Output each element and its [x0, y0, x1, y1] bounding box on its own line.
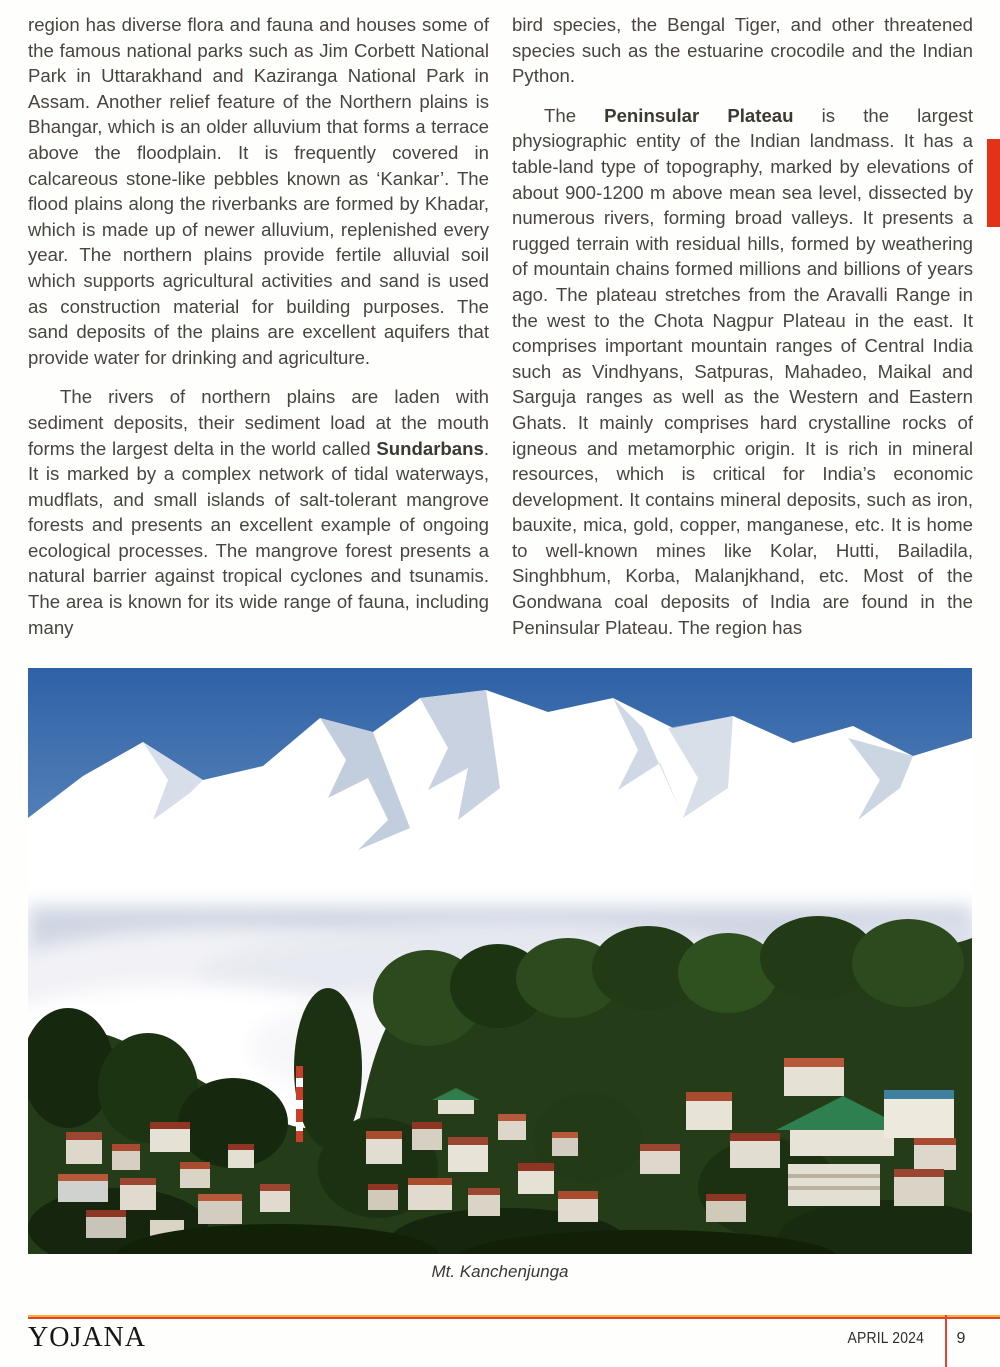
page-number: 9: [956, 1330, 966, 1347]
kanchenjunga-photo: [28, 668, 972, 1254]
page-edge-tab: [987, 139, 1000, 227]
article-paragraph: [28, 12, 489, 370]
footer-divider: [945, 1315, 947, 1367]
paragraph-text: The rivers of northern plains are laden with sediment deposits, their sediment load at the mouth forms the largest delta in the world called: [28, 386, 489, 459]
article-paragraph: [28, 384, 489, 640]
paragraph-text: bird species, the Bengal Tiger, and other threatened species such as the estuarine crocodile and the Indian Python.: [512, 14, 973, 87]
bold-term: Peninsular Plateau: [604, 104, 794, 126]
photo-caption: Mt. Kanchenjunga: [431, 1262, 569, 1281]
paragraph-text: region has diverse flora and fauna and houses some of the famous national parks such as Jim Corbett National Park in Uttarakhand and Kaziranga National Park in Assam. Another relief feature of the Northern plains is Bhangar, which is an older alluvium that forms a terrace above the floodplain. It is frequently covered in calcareous stone-like pebbles known as ‘Kankar’. The flood plains along the riverbanks are formed by Khadar, which is made up of newer alluvium, replenished every year. The northern plains provide fertile alluvial soil which supports agricultural activities and sand is used as construction material for building purposes. The sand deposits of the plains are excellent aquifers that provide water for drinking and agriculture.: [28, 14, 489, 368]
paragraph-text: is the largest physiographic entity of the Indian landmass. It has a table-land type of topography, marked by elevations of about 900-1200 m above mean sea level, dissected by numerous rivers, forming broad valleys. It presents a rugged terrain with residual hills, formed by weathering of mountain chains formed millions and billions of years ago. The plateau stretches from the Aravalli Range in the west to the Chota Nagpur Plateau in the east. It comprises important mountain ranges of Central India such as Vindhyans, Satpuras, Mahadeo, Maikal and Sarguja ranges as well as the Western and Eastern Ghats. It mainly comprises hard crystalline rocks of igneous and metamorphic origin. It is rich in mineral resources, which is critical for India’s economic development. It contains mineral deposits, such as iron, bauxite, mica, gold, copper, manganese, etc. It is home to well-known mines like Kolar, Hutti, Bailadila, Singhbhum, Korba, Malanjkhand, etc. Most of the Gondwana coal deposits of India are found in the Peninsular Plateau. The region has: [512, 104, 973, 638]
footer-rule: [28, 1315, 1000, 1319]
magazine-title: YOJANA: [28, 1322, 146, 1353]
article-paragraph: [512, 103, 973, 640]
article-paragraph: [512, 12, 973, 89]
bold-term: Sundarbans: [376, 437, 484, 459]
issue-date: APRIL 2024: [847, 1330, 924, 1347]
paragraph-text: . It is marked by a complex network of tidal waterways, mudflats, and small islands of salt-tolerant mangrove forests and presents an excellent example of ongoing ecological processes. The mangrove forest presents a natural barrier against tropical cyclones and tsunamis. The area is known for its wide range of fauna, including many: [28, 437, 489, 638]
right-column: [512, 12, 973, 640]
left-column: [28, 12, 489, 640]
paragraph-text: The: [544, 104, 605, 126]
